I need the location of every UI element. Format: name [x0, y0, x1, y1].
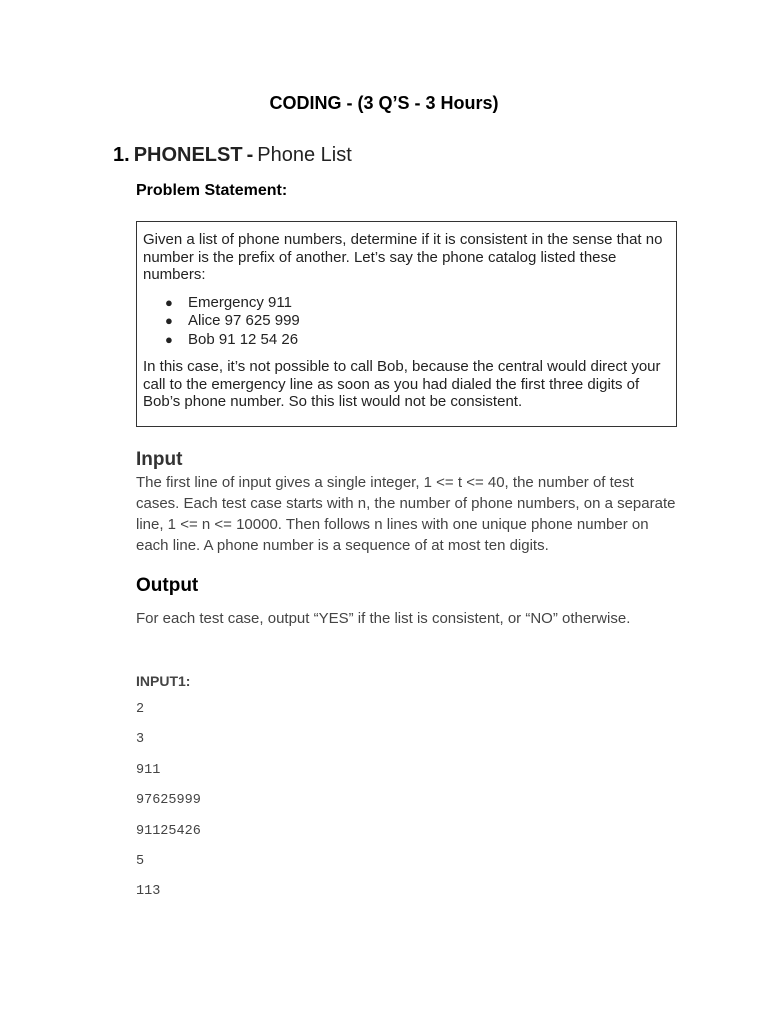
sample-line: 5 — [136, 853, 145, 869]
sample-input-lines — [136, 702, 201, 915]
sample-line: 91125426 — [136, 823, 201, 839]
sample-line: 113 — [136, 884, 161, 900]
list-item-text: Emergency 911 — [188, 293, 292, 311]
list-item-text: Bob 91 12 54 26 — [188, 330, 299, 348]
phone-catalog-list — [143, 294, 668, 350]
input-description: The first line of input gives a single integer, 1 <= t <= 40, the number of test cases. Each test case starts with n, the number of phone numbers, on a separate line, 1 <= n <= 10000. Then follows n lines with one unique phone number on each line. A phone number is a sequence of at most ten digits. — [136, 474, 676, 554]
bullet-icon: ● — [165, 331, 173, 347]
bullet-icon: ● — [165, 313, 173, 328]
problem-statement-label: Problem Statement: — [136, 182, 288, 199]
problem-number: 1. — [113, 144, 130, 166]
sample-line: 97625999 — [136, 793, 201, 809]
sample-line: 911 — [136, 762, 161, 778]
output-description: For each test case, output “YES” if the list is consistent, or “NO” otherwise. — [136, 610, 631, 627]
sample-line: 2 — [136, 702, 145, 717]
bullet-icon: ● — [165, 294, 173, 310]
input-heading: Input — [136, 449, 183, 470]
list-item-text: Alice 97 625 999 — [188, 312, 300, 329]
problem-code: PHONELST — [133, 144, 243, 166]
sample-input-label: INPUT1: — [136, 673, 191, 689]
problem-separator: - — [246, 144, 254, 166]
list-item — [143, 312, 668, 331]
problem-name: Phone List — [257, 144, 352, 166]
list-item — [143, 331, 668, 350]
list-item — [143, 294, 668, 313]
sample-line: 3 — [136, 732, 145, 748]
page-title: CODING - (3 Q’S - 3 Hours) — [269, 93, 499, 113]
problem-heading — [113, 144, 352, 167]
statement-intro: Given a list of phone numbers, determine if it is consistent in the sense that no number is the prefix of another. Let’s say the phone catalog listed these numbers: — [143, 231, 663, 283]
output-heading: Output — [136, 575, 199, 596]
problem-statement-box — [136, 221, 677, 427]
statement-conclusion: In this case, it’s not possible to call Bob, because the central would direct your call to the emergency line as soon as you had dialed the first three digits of Bob’s phone number. So this list would not be consistent. — [143, 358, 661, 410]
